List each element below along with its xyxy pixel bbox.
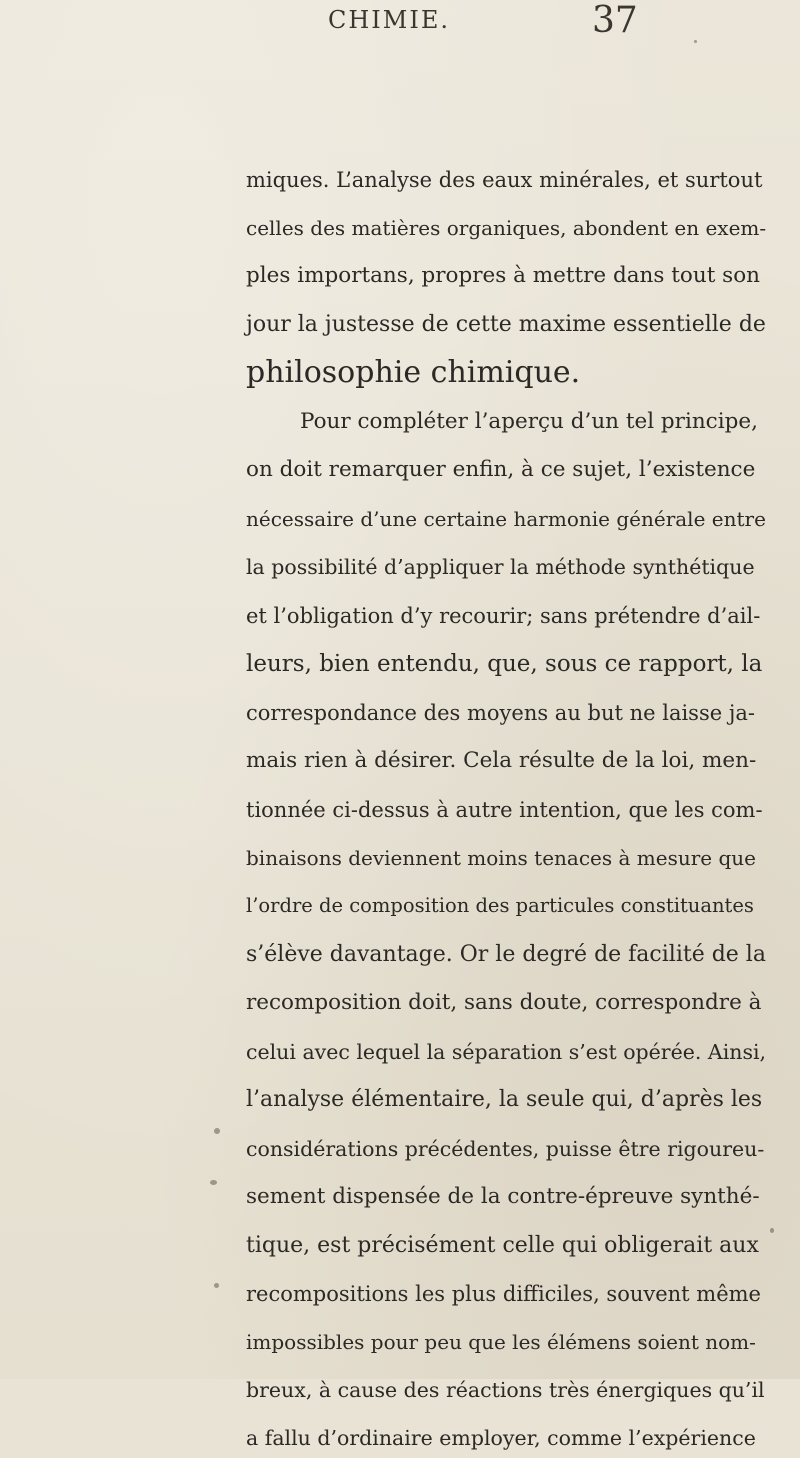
text-line: correspondance des moyens au but ne laisse ja- [246,701,755,725]
running-title: CHIMIE. [328,6,450,34]
text-line: a fallu d’ordinaire employer, comme l’expérience [246,1426,756,1450]
text-line: recompositions les plus difficiles, souvent même [246,1282,761,1306]
text-line: on doit remarquer enfin, à ce sujet, l’existence [246,457,756,482]
text-line: binaisons deviennent moins tenaces à mesure que [246,846,756,870]
text-line: recomposition doit, sans doute, correspondre à [246,990,762,1015]
scan-speck [640,1340,644,1344]
text-line: leurs, bien entendu, que, sous ce rapport, la [246,651,763,677]
text-line: et l’obligation d’y recourir; sans prétendre d’ail- [246,604,761,628]
text-line: l’ordre de composition des particules constituantes [246,894,754,917]
text-line: breux, à cause des réactions très énergiques qu’il [246,1378,765,1402]
text-line: tionnée ci-dessus à autre intention, que les com- [246,798,763,822]
text-line: sement dispensée de la contre-épreuve synthé- [246,1184,760,1209]
text-line: considérations précédentes, puisse être rigoureu- [246,1137,765,1161]
page-header [0,0,800,60]
text-line: l’analyse élémentaire, la seule qui, d’après les [246,1087,763,1112]
text-line: philosophie chimique. [246,355,581,390]
text-line: la possibilité d’appliquer la méthode synthétique [246,555,755,579]
scan-speck [214,1128,220,1134]
scan-speck [214,1283,219,1288]
text-line: s’élève davantage. Or le degré de facilité de la [246,942,766,967]
text-line: ples importans, propres à mettre dans tout son [246,263,761,288]
scan-speck [694,40,697,43]
text-line: mais rien à désirer. Cela résulte de la loi, men- [246,748,757,773]
page-number: 37 [592,0,638,41]
text-line: impossibles pour peu que les élémens soient nom- [246,1330,756,1354]
text-line: celui avec lequel la séparation s’est opérée. Ainsi, [246,1040,767,1064]
text-line: celles des matières organiques, abondent en exem- [246,216,767,240]
scan-speck [770,1228,774,1233]
text-line: jour la justesse de cette maxime essentielle de [246,312,766,337]
text-line: tique, est précisément celle qui obligerait aux [246,1233,759,1258]
text-line: Pour compléter l’aperçu d’un tel principe, [300,409,758,434]
scan-speck [210,1180,217,1185]
text-line: miques. L’analyse des eaux minérales, et surtout [246,168,763,192]
text-line: nécessaire d’une certaine harmonie générale entre [246,507,766,531]
